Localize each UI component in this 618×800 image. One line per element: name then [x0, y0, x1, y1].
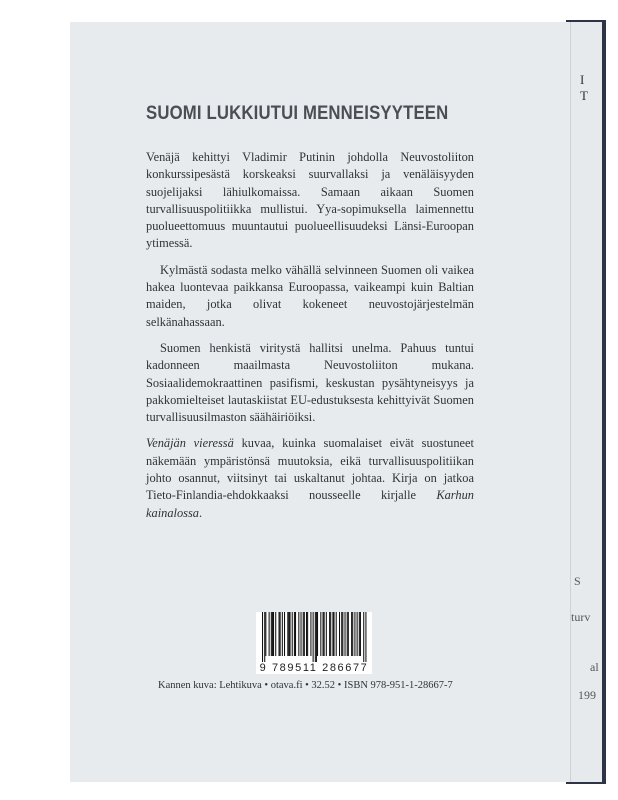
flap-text-line: 199: [578, 688, 596, 702]
barcode-bar: [341, 612, 342, 656]
barcode-bar: [360, 612, 361, 656]
flap-text-line: al: [590, 660, 599, 674]
barcode-bar: [332, 612, 333, 656]
barcode-bar: [352, 612, 353, 656]
barcode-bar: [320, 612, 321, 656]
barcode-bar: [279, 612, 280, 656]
barcode-bar: [316, 612, 317, 662]
barcode-bar: [329, 612, 330, 656]
barcode-bar: [287, 612, 288, 656]
cover-headline: SUOMI LUKKIUTUI MENNEISYYTEEN: [146, 103, 449, 124]
barcode-bar: [326, 612, 327, 656]
barcode-bar: [294, 612, 295, 656]
blurb-paragraph-4-text: kuvaa, kuinka suomalaiset eivät suostuneet näkemään ympäristönsä muutoksia, eikä turvallisuuspolitiikan johto osannut, viitsinyt tai uskaltanut johtaa. Kirja on jatkoa Tieto-Finlandia-ehdokkaaksi nousseelle kirjalle: [146, 436, 474, 503]
barcode-bar: [272, 612, 273, 656]
flap-corner-letter-top: I: [580, 72, 585, 87]
barcode-bar: [306, 612, 307, 656]
barcode-bar: [304, 612, 305, 656]
barcode-bar: [348, 612, 349, 656]
barcode-bar: [310, 612, 311, 656]
flap-text-line: S: [574, 574, 581, 588]
barcode-bar: [336, 612, 337, 656]
barcode-bar: [330, 612, 331, 656]
barcode-bar: [351, 612, 352, 656]
barcode-bar: [357, 612, 358, 656]
barcode-bar: [345, 612, 346, 656]
barcode-bar: [265, 612, 266, 656]
blurb-paragraph-3: Suomen henkistä viritystä hallitsi unelma. Pahuus tuntui kadonneen maailmasta Neuvostoliiton mukana. Sosiaalidemokraattinen pasifismi, keskustan pysähtyneisyys ja pakkomielteiset lautaskiistat EU-edustuksesta kehittyivät Suomen turvallisuusilmaston säähäiriöiksi.: [146, 340, 474, 425]
flap-corner-letter-bottom: T: [580, 88, 588, 103]
barcode-bar: [324, 612, 325, 656]
barcode-bar: [313, 612, 314, 662]
barcode-bar: [323, 612, 324, 656]
barcode-bar: [359, 612, 360, 656]
barcode-bar: [269, 612, 270, 656]
barcode-bar: [288, 612, 289, 656]
barcode-bar: [271, 612, 272, 656]
barcode-bar: [363, 612, 364, 662]
barcode-bar: [264, 612, 265, 662]
barcode-bar: [301, 612, 302, 656]
isbn-barcode: [256, 612, 372, 674]
barcode-bar: [317, 612, 318, 656]
book-title-italic: Venäjän vieressä: [146, 436, 234, 451]
barcode-bar: [273, 612, 274, 656]
barcode-bar: [354, 612, 355, 656]
barcode-bar: [347, 612, 348, 656]
blurb-paragraph-1: Venäjä kehittyi Vladimir Putinin johdolla Neuvostoliiton konkurssipesästä korskeaksi suurvallaksi ja venäläisyyden suojelijaksi lähiulkomaissa. Samaan aikaan Suomen turvallisuuspolitiikka mullistui. Yya-sopimuksella laimennettu puolueettomuus muuntautui puolueellisuudeksi Länsi-Euroopan ytimessä.: [146, 150, 474, 251]
barcode-bar: [292, 612, 293, 656]
barcode-bar: [334, 612, 335, 656]
barcode-bar: [303, 612, 304, 656]
barcode-number: 9 789511 286677: [259, 662, 369, 674]
barcode-bar: [365, 612, 366, 662]
barcode-bar: [315, 612, 316, 662]
cover-credits: Kannen kuva: Lehtikuva • otava.fi • 32.52 • ISBN 978-951-1-28667-7: [158, 680, 453, 691]
barcode-bar: [280, 612, 281, 656]
barcode-bar: [295, 612, 296, 656]
barcode-bar: [339, 612, 340, 656]
blurb-paragraph-4-end: .: [199, 505, 203, 520]
barcode-bar: [262, 612, 263, 662]
barcode-bar: [307, 612, 308, 656]
blurb-paragraph-4: [146, 435, 474, 521]
barcode-bar: [284, 612, 285, 656]
previous-book-title-italic: Karhun kainalossa: [146, 488, 474, 520]
barcode-bar: [342, 612, 343, 656]
blurb-paragraph-2: Kylmästä sodasta melko vähällä selvinneen Suomen oli vaikea hakea luontevaa paikkansa Euroopassa, vaikeampi kuin Baltian maiden, jotka olivat kokeneet neuvostojärjestelmän selkänahassaan.: [146, 262, 474, 329]
blurb-text: [146, 149, 474, 531]
flap-text-line: turv: [571, 610, 591, 624]
barcode-bars: [256, 612, 372, 662]
barcode-bar: [275, 612, 276, 656]
barcode-bar: [298, 612, 299, 656]
barcode-bar: [282, 612, 283, 656]
barcode-bar: [290, 612, 291, 656]
